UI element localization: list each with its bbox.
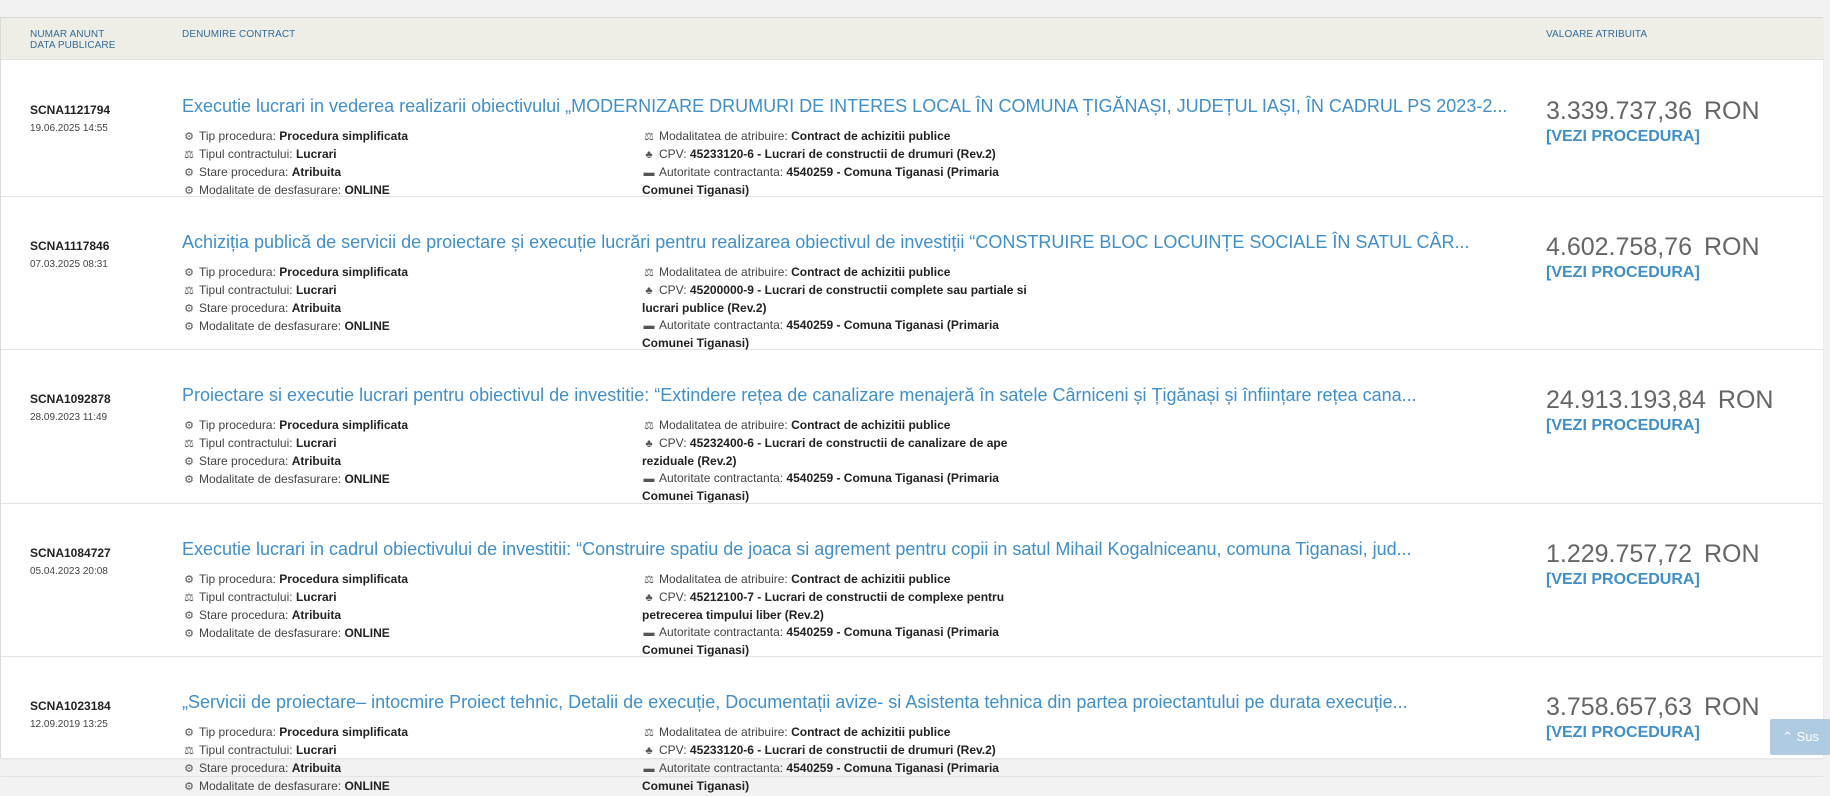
sitemap-icon: ♣ <box>645 745 653 757</box>
detail-label: Modalitate de desfasurare: <box>199 319 342 333</box>
detail-autoritate <box>642 760 1052 795</box>
detail-value: Procedura simplificata <box>279 265 408 279</box>
detail-label: Autoritate contractanta: <box>659 318 784 332</box>
price-currency: RON <box>1703 233 1760 261</box>
detail-tipul-contractului <box>182 589 612 607</box>
numar-anunt: SCNA1092878 <box>30 392 111 406</box>
detail-value: Lucrari <box>295 743 337 757</box>
detail-value: 45233120-6 - Lucrari de constructii de drumuri (Rev.2) <box>689 743 996 757</box>
vezi-procedura-link[interactable]: [VEZI PROCEDURA] <box>1546 417 1700 434</box>
scale-icon: ⚖ <box>644 131 654 143</box>
detail-value: Contract de achizitii publice <box>791 265 951 279</box>
detail-autoritate <box>642 624 1052 659</box>
detail-label: CPV: <box>659 590 687 604</box>
detail-value: 45212100-7 - Lucrari de constructii de complexe pentru petrecerea timpului liber (Rev.2) <box>642 590 1005 622</box>
header-valoare-atribuita: VALOARE ATRIBUITA <box>1546 29 1648 40</box>
numar-anunt: SCNA1023184 <box>30 699 111 713</box>
detail-label: Stare procedura: <box>199 761 289 775</box>
table-row <box>1 196 1823 350</box>
detail-value: 4540259 - Comuna Tiganasi (Primaria Comunei Tiganasi) <box>642 318 999 350</box>
detail-label: Tip procedura: <box>199 265 276 279</box>
price-value: 1.229.757,72 <box>1546 540 1692 568</box>
detail-value: 45232400-6 - Lucrari de constructii de canalizare de ape reziduale (Rev.2) <box>642 436 1008 468</box>
detail-label: Stare procedura: <box>199 608 289 622</box>
gears-icon: ⚙ <box>184 727 194 739</box>
sitemap-icon: ♣ <box>645 149 653 161</box>
procedure-details <box>182 417 612 489</box>
scale-icon: ⚖ <box>644 420 654 432</box>
detail-label: Modalitate de desfasurare: <box>199 779 342 793</box>
contract-details <box>642 264 1052 352</box>
detail-cpv <box>642 146 1052 164</box>
detail-modalitate-desfasurare <box>182 471 612 489</box>
detail-label: Modalitate de desfasurare: <box>199 472 342 486</box>
detail-label: Stare procedura: <box>199 301 289 315</box>
briefcase-icon: ▬ <box>643 167 655 179</box>
detail-cpv <box>642 742 1052 760</box>
detail-tipul-contractului <box>182 146 612 164</box>
gears-icon: ⚙ <box>184 763 194 775</box>
detail-tip-procedura <box>182 724 612 742</box>
detail-stare-procedura <box>182 607 612 625</box>
price-value: 3.758.657,63 <box>1546 693 1692 721</box>
scale-icon: ⚖ <box>184 592 194 604</box>
scroll-top-label: Sus <box>1796 729 1819 744</box>
price-currency: RON <box>1717 386 1774 414</box>
detail-value: Contract de achizitii publice <box>791 129 951 143</box>
table-row <box>1 503 1823 657</box>
detail-label: Tip procedura: <box>199 418 276 432</box>
detail-modalitatea-atribuire <box>642 571 1052 589</box>
detail-tipul-contractului <box>182 282 612 300</box>
detail-modalitate-desfasurare <box>182 625 612 643</box>
sitemap-icon: ♣ <box>645 285 653 297</box>
detail-label: Tip procedura: <box>199 572 276 586</box>
detail-label: Modalitatea de atribuire: <box>659 725 788 739</box>
data-publicare: 12.09.2019 13:25 <box>30 719 108 730</box>
detail-modalitate-desfasurare <box>182 778 612 796</box>
detail-value: Lucrari <box>295 590 337 604</box>
scale-icon: ⚖ <box>184 149 194 161</box>
price-value: 3.339.737,36 <box>1546 97 1692 125</box>
detail-cpv <box>642 435 1052 470</box>
detail-value: Contract de achizitii publice <box>791 725 951 739</box>
price-value: 4.602.758,76 <box>1546 233 1692 261</box>
detail-value: ONLINE <box>344 779 390 793</box>
detail-value: 4540259 - Comuna Tiganasi (Primaria Comunei Tiganasi) <box>642 761 999 793</box>
detail-modalitatea-atribuire <box>642 417 1052 435</box>
gears-icon: ⚙ <box>184 185 194 197</box>
detail-modalitate-desfasurare <box>182 318 612 336</box>
detail-value: ONLINE <box>344 183 390 197</box>
price-currency: RON <box>1703 693 1760 721</box>
contract-title-link[interactable]: „Servicii de proiectare– intocmire Proiect tehnic, Detalii de execuție, Documentații avize- si Asistenta tehnica din partea proiectantului pe durata execuție... <box>182 692 1408 712</box>
gears-icon: ⚙ <box>184 574 194 586</box>
detail-value: Procedura simplificata <box>279 572 408 586</box>
detail-autoritate <box>642 470 1052 505</box>
detail-value: Procedura simplificata <box>279 418 408 432</box>
detail-modalitatea-atribuire <box>642 128 1052 146</box>
price-value: 24.913.193,84 <box>1546 386 1706 414</box>
detail-tipul-contractului <box>182 742 612 760</box>
detail-label: CPV: <box>659 743 687 757</box>
data-publicare: 05.04.2023 20:08 <box>30 566 108 577</box>
contract-title-link[interactable]: Proiectare si executie lucrari pentru obiectivul de investitie: “Extindere rețea de canalizare menajeră în satele Cârniceni și Țigănași și înființare rețea cana... <box>182 385 1417 405</box>
data-publicare: 28.09.2023 11:49 <box>30 412 108 423</box>
vezi-procedura-link[interactable]: [VEZI PROCEDURA] <box>1546 571 1700 588</box>
detail-modalitatea-atribuire <box>642 264 1052 282</box>
detail-label: Modalitatea de atribuire: <box>659 418 788 432</box>
detail-value: Procedura simplificata <box>279 725 408 739</box>
scale-icon: ⚖ <box>644 727 654 739</box>
results-panel <box>0 17 1823 793</box>
detail-label: Autoritate contractanta: <box>659 471 784 485</box>
briefcase-icon: ▬ <box>643 627 655 639</box>
procedure-details <box>182 264 612 336</box>
detail-cpv <box>642 589 1052 624</box>
detail-label: Tipul contractului: <box>199 590 293 604</box>
detail-value: Atribuita <box>291 301 342 315</box>
detail-label: Tipul contractului: <box>199 436 293 450</box>
gears-icon: ⚙ <box>184 267 194 279</box>
detail-value: Atribuita <box>291 608 342 622</box>
detail-stare-procedura <box>182 760 612 778</box>
procedure-details <box>182 128 612 200</box>
detail-value: ONLINE <box>344 319 390 333</box>
detail-label: Autoritate contractanta: <box>659 165 784 179</box>
detail-label: Modalitate de desfasurare: <box>199 626 342 640</box>
detail-stare-procedura <box>182 300 612 318</box>
detail-label: Tipul contractului: <box>199 147 293 161</box>
detail-label: CPV: <box>659 147 687 161</box>
price-currency: RON <box>1703 97 1760 125</box>
detail-label: Tipul contractului: <box>199 283 293 297</box>
scale-icon: ⚖ <box>184 745 194 757</box>
detail-label: Tip procedura: <box>199 129 276 143</box>
scroll-top-button[interactable] <box>1770 719 1830 755</box>
detail-value: Atribuita <box>291 454 342 468</box>
detail-value: Procedura simplificata <box>279 129 408 143</box>
detail-modalitatea-atribuire <box>642 724 1052 742</box>
gears-icon: ⚙ <box>184 781 194 793</box>
contract-details <box>642 571 1052 659</box>
detail-label: Modalitatea de atribuire: <box>659 572 788 586</box>
detail-label: Modalitatea de atribuire: <box>659 129 788 143</box>
procedure-details <box>182 724 612 796</box>
gears-icon: ⚙ <box>184 456 194 468</box>
numar-anunt: SCNA1121794 <box>30 103 111 117</box>
detail-value: 4540259 - Comuna Tiganasi (Primaria Comunei Tiganasi) <box>642 165 999 197</box>
gears-icon: ⚙ <box>184 303 194 315</box>
valoare-atribuita <box>1546 693 1760 722</box>
header-denumire-contract: DENUMIRE CONTRACT <box>182 29 296 40</box>
detail-label: Stare procedura: <box>199 454 289 468</box>
detail-value: Atribuita <box>291 165 342 179</box>
detail-stare-procedura <box>182 453 612 471</box>
briefcase-icon: ▬ <box>643 320 655 332</box>
header-numar-anunt-label: NUMAR ANUNT <box>30 29 105 40</box>
valoare-atribuita <box>1546 540 1760 569</box>
detail-value: ONLINE <box>344 472 390 486</box>
briefcase-icon: ▬ <box>643 763 655 775</box>
gears-icon: ⚙ <box>184 321 194 333</box>
gears-icon: ⚙ <box>184 610 194 622</box>
detail-label: CPV: <box>659 436 687 450</box>
table-row <box>1 349 1823 504</box>
detail-value: Contract de achizitii publice <box>791 418 951 432</box>
numar-anunt: SCNA1117846 <box>30 239 110 253</box>
briefcase-icon: ▬ <box>643 473 655 485</box>
sitemap-icon: ♣ <box>645 592 653 604</box>
contract-details <box>642 417 1052 505</box>
detail-value: ONLINE <box>344 626 390 640</box>
contract-title-link[interactable]: Achiziția publică de servicii de proiectare și execuție lucrări pentru realizarea obiectivul de investiții “CONSTRUIRE BLOC LOCUINȚE SOCIALE ÎN SATUL CÂR... <box>182 232 1470 252</box>
vezi-procedura-link[interactable]: [VEZI PROCEDURA] <box>1546 264 1700 281</box>
gears-icon: ⚙ <box>184 628 194 640</box>
detail-label: Modalitate de desfasurare: <box>199 183 342 197</box>
gears-icon: ⚙ <box>184 420 194 432</box>
detail-label: Stare procedura: <box>199 165 289 179</box>
detail-label: Modalitatea de atribuire: <box>659 265 788 279</box>
chevron-up-icon: ⌃ <box>1782 729 1793 744</box>
table-header <box>1 18 1823 60</box>
detail-value: Lucrari <box>295 283 337 297</box>
procedure-details <box>182 571 612 643</box>
data-publicare: 07.03.2025 08:31 <box>30 259 108 270</box>
detail-value: Lucrari <box>295 147 337 161</box>
detail-value: 45233120-6 - Lucrari de constructii de drumuri (Rev.2) <box>689 147 996 161</box>
detail-label: Tip procedura: <box>199 725 276 739</box>
contract-title-link[interactable]: Executie lucrari in vederea realizarii obiectivului „MODERNIZARE DRUMURI DE INTERES LOCAL ÎN COMUNA ȚIGĂNAȘI, JUDEȚUL IAȘI, ÎN CADRUL PS 2023-2... <box>182 96 1508 116</box>
contract-title-link[interactable]: Executie lucrari in cadrul obiectivului de investitii: “Construire spatiu de joaca si agrement pentru copii in satul Mihail Kogalniceanu, comuna Tiganasi, jud... <box>182 539 1412 559</box>
detail-value: Atribuita <box>291 761 342 775</box>
scale-icon: ⚖ <box>644 574 654 586</box>
gears-icon: ⚙ <box>184 474 194 486</box>
gears-icon: ⚙ <box>184 131 194 143</box>
detail-value: 4540259 - Comuna Tiganasi (Primaria Comunei Tiganasi) <box>642 625 999 657</box>
price-currency: RON <box>1703 540 1760 568</box>
detail-tip-procedura <box>182 264 612 282</box>
detail-label: CPV: <box>659 283 687 297</box>
detail-tipul-contractului <box>182 435 612 453</box>
gears-icon: ⚙ <box>184 167 194 179</box>
valoare-atribuita <box>1546 386 1773 415</box>
valoare-atribuita <box>1546 97 1760 126</box>
detail-value: 4540259 - Comuna Tiganasi (Primaria Comunei Tiganasi) <box>642 471 999 503</box>
detail-tip-procedura <box>182 571 612 589</box>
detail-value: Lucrari <box>295 436 337 450</box>
detail-stare-procedura <box>182 164 612 182</box>
detail-cpv <box>642 282 1052 317</box>
detail-label: Autoritate contractanta: <box>659 761 784 775</box>
sitemap-icon: ♣ <box>645 438 653 450</box>
scale-icon: ⚖ <box>184 438 194 450</box>
header-numar-anunt <box>30 29 116 51</box>
contract-details <box>642 724 1052 795</box>
detail-tip-procedura <box>182 417 612 435</box>
detail-label: Tipul contractului: <box>199 743 293 757</box>
table-row <box>1 656 1823 793</box>
detail-value: Contract de achizitii publice <box>791 572 951 586</box>
detail-autoritate <box>642 164 1052 199</box>
scale-icon: ⚖ <box>184 285 194 297</box>
detail-tip-procedura <box>182 128 612 146</box>
detail-value: 45200000-9 - Lucrari de constructii complete sau partiale si lucrari publice (Rev.2) <box>642 283 1027 315</box>
contract-details <box>642 128 1052 199</box>
detail-label: Autoritate contractanta: <box>659 625 784 639</box>
detail-autoritate <box>642 317 1052 352</box>
header-data-publicare-label: DATA PUBLICARE <box>30 40 116 51</box>
data-publicare: 19.06.2025 14:55 <box>30 123 108 134</box>
vezi-procedura-link[interactable]: [VEZI PROCEDURA] <box>1546 128 1700 145</box>
scale-icon: ⚖ <box>644 267 654 279</box>
valoare-atribuita <box>1546 233 1760 262</box>
vezi-procedura-link[interactable]: [VEZI PROCEDURA] <box>1546 724 1700 741</box>
numar-anunt: SCNA1084727 <box>30 546 111 560</box>
table-row <box>1 60 1823 197</box>
